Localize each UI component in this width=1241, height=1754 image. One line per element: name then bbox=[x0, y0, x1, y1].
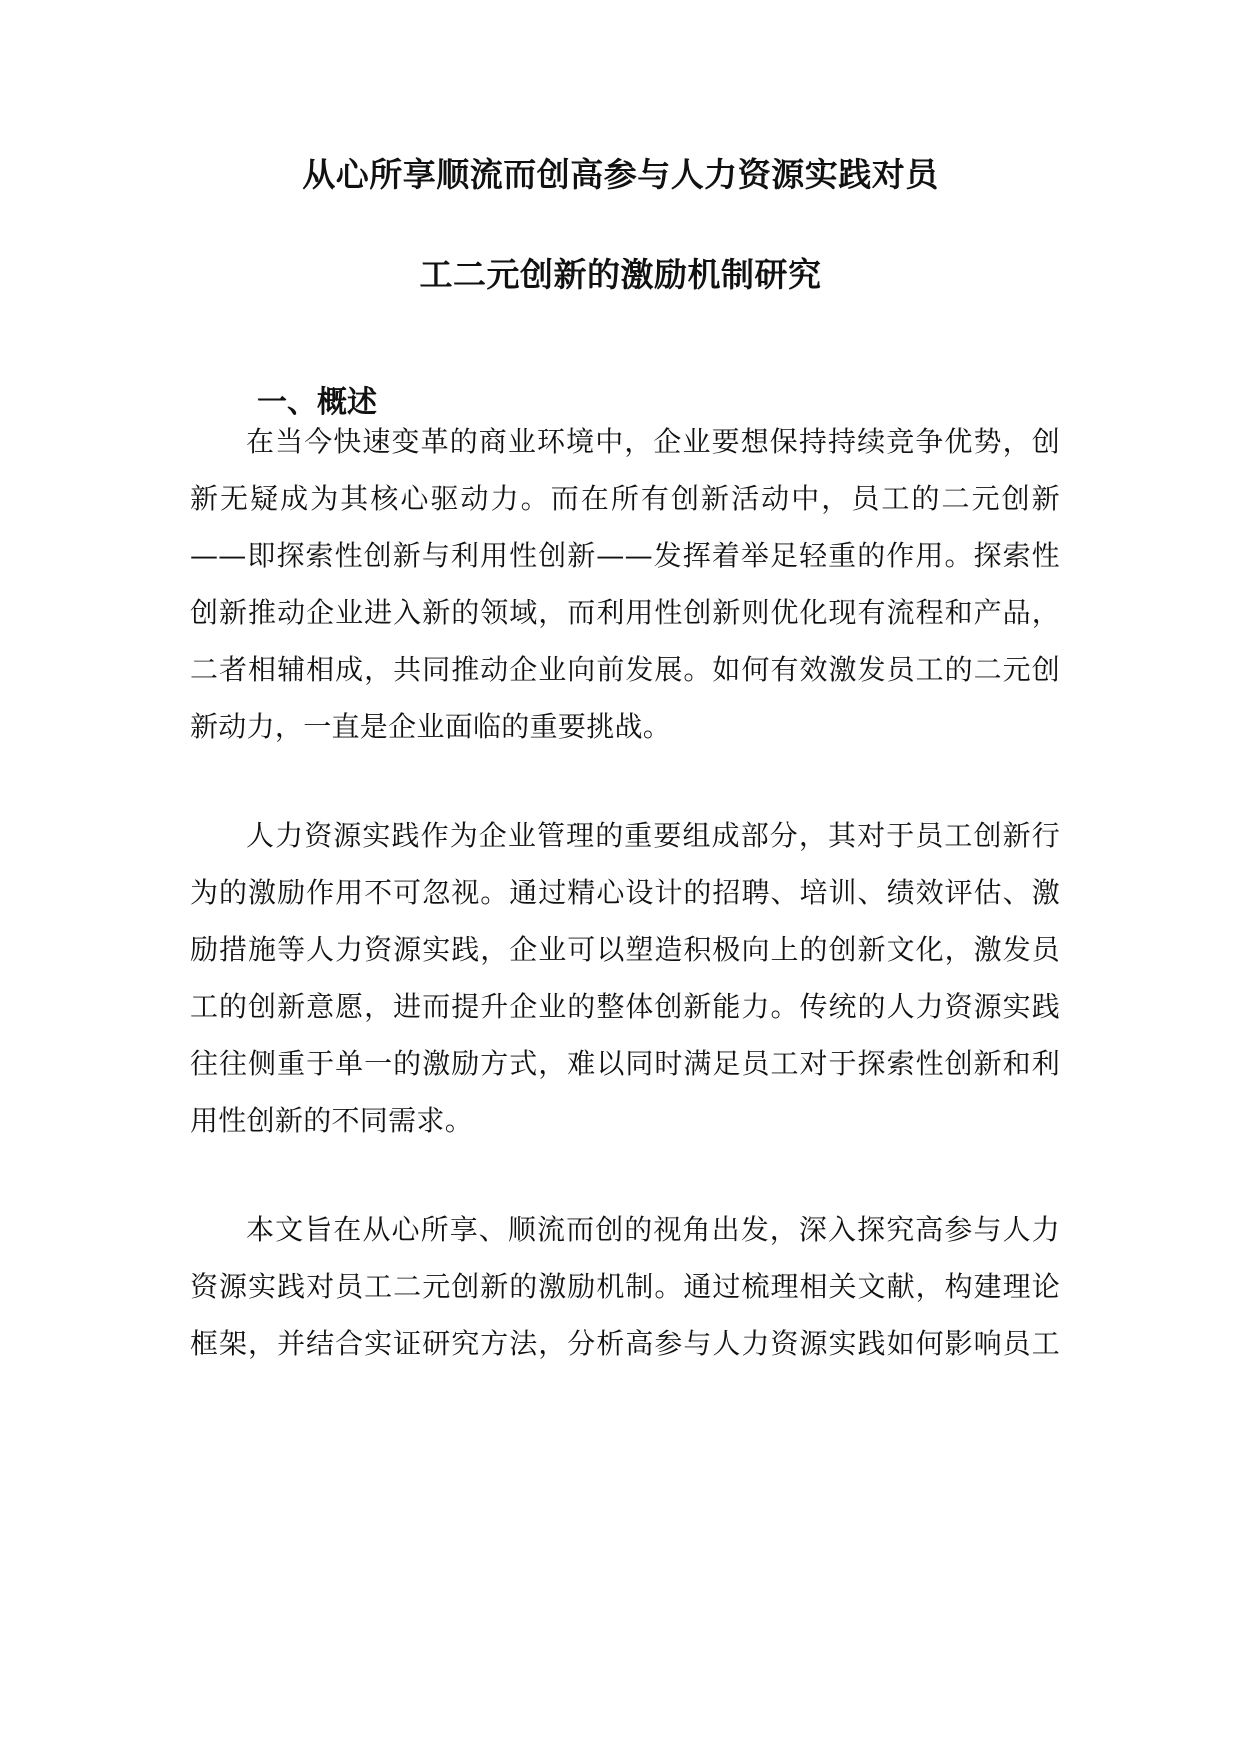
paragraph-2-line-5: 往往侧重于单一的激励方式，难以同时满足员工对于探索性创新和利 bbox=[190, 1047, 1060, 1080]
paragraph-2-line-1: 人力资源实践作为企业管理的重要组成部分，其对于员工创新行 bbox=[246, 819, 1060, 852]
section-heading: 一、概述 bbox=[257, 385, 377, 420]
document-title-line-2: 工二元创新的激励机制研究 bbox=[419, 255, 822, 294]
paragraph-1-line-2: 新无疑成为其核心驱动力。而在所有创新活动中，员工的二元创新 bbox=[190, 482, 1060, 515]
paragraph-2-line-4: 工的创新意愿，进而提升企业的整体创新能力。传统的人力资源实践 bbox=[190, 990, 1060, 1023]
paragraph-3-line-2: 资源实践对员工二元创新的激励机制。通过梳理相关文献，构建理论 bbox=[190, 1270, 1060, 1303]
paragraph-2-line-6: 用性创新的不同需求。 bbox=[190, 1104, 474, 1137]
paragraph-2-line-3: 励措施等人力资源实践，企业可以塑造积极向上的创新文化，激发员 bbox=[190, 933, 1060, 966]
paragraph-1-line-1: 在当今快速变革的商业环境中，企业要想保持持续竞争优势，创 bbox=[246, 425, 1060, 458]
paragraph-2-line-2: 为的激励作用不可忽视。通过精心设计的招聘、培训、绩效评估、激 bbox=[190, 876, 1060, 909]
paragraph-1-line-5: 二者相辅相成，共同推动企业向前发展。如何有效激发员工的二元创 bbox=[190, 653, 1060, 686]
paragraph-1-line-6: 新动力，一直是企业面临的重要挑战。 bbox=[190, 710, 672, 743]
paragraph-1-line-4: 创新推动企业进入新的领域，而利用性创新则优化现有流程和产品， bbox=[190, 596, 1060, 629]
paragraph-1-line-3: ——即探索性创新与利用性创新——发挥着举足轻重的作用。探索性 bbox=[190, 539, 1060, 572]
document-title-line-1: 从心所享顺流而创高参与人力资源实践对员 bbox=[302, 155, 939, 194]
paragraph-3-line-3: 框架，并结合实证研究方法，分析高参与人力资源实践如何影响员工 bbox=[190, 1327, 1060, 1360]
paragraph-3-line-1: 本文旨在从心所享、顺流而创的视角出发，深入探究高参与人力 bbox=[246, 1213, 1060, 1246]
